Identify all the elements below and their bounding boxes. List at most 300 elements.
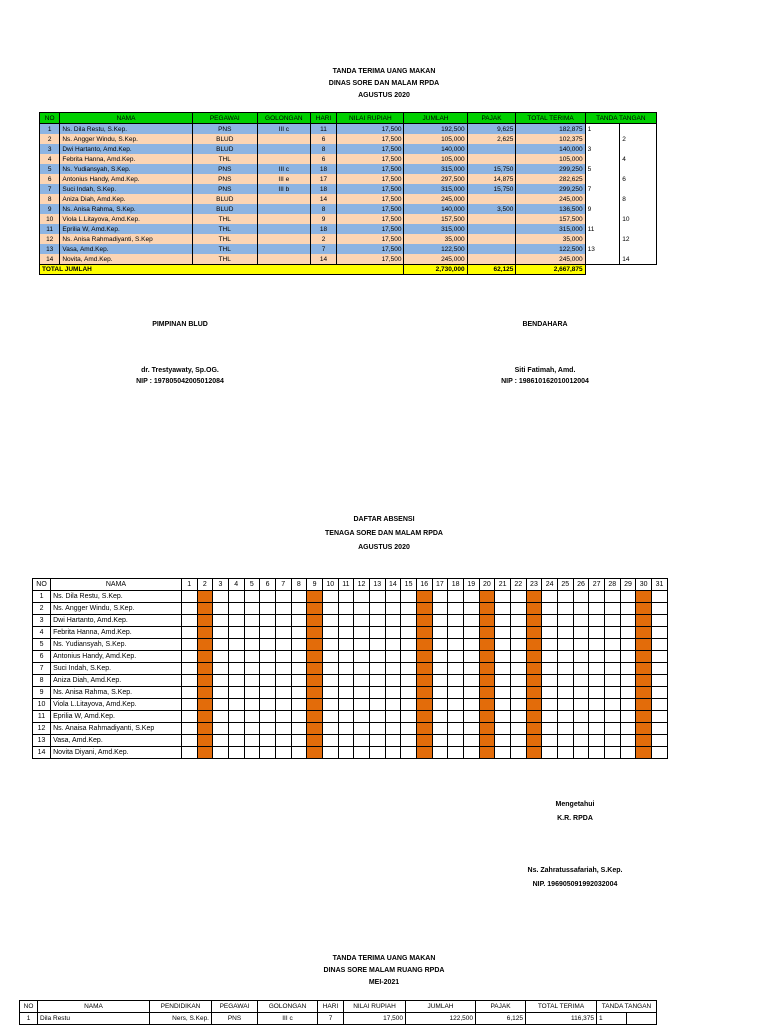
attendance-cell-day-16[interactable] — [416, 723, 432, 735]
attendance-cell-day-8[interactable] — [291, 747, 307, 759]
attendance-cell-day-31[interactable] — [651, 591, 667, 603]
attendance-cell-day-29[interactable] — [620, 747, 636, 759]
row-signature-right[interactable] — [620, 204, 657, 214]
attendance-cell-day-4[interactable] — [228, 591, 244, 603]
attendance-cell-day-9[interactable] — [307, 651, 323, 663]
attendance-cell-day-17[interactable] — [432, 627, 448, 639]
attendance-cell-day-28[interactable] — [604, 627, 620, 639]
attendance-cell-day-31[interactable] — [651, 699, 667, 711]
attendance-cell-day-23[interactable] — [526, 603, 542, 615]
attendance-cell-day-14[interactable] — [385, 603, 401, 615]
attendance-cell-day-19[interactable] — [463, 651, 479, 663]
attendance-cell-day-1[interactable] — [181, 591, 197, 603]
attendance-cell-day-24[interactable] — [542, 699, 558, 711]
attendance-cell-day-3[interactable] — [213, 735, 229, 747]
attendance-cell-day-1[interactable] — [181, 615, 197, 627]
attendance-cell-day-26[interactable] — [573, 735, 589, 747]
attendance-cell-day-19[interactable] — [463, 663, 479, 675]
attendance-cell-day-14[interactable] — [385, 651, 401, 663]
attendance-cell-day-20[interactable] — [479, 627, 495, 639]
attendance-cell-day-3[interactable] — [213, 615, 229, 627]
attendance-cell-day-29[interactable] — [620, 735, 636, 747]
attendance-cell-day-25[interactable] — [557, 603, 573, 615]
attendance-cell-day-7[interactable] — [275, 711, 291, 723]
attendance-cell-day-3[interactable] — [213, 711, 229, 723]
attendance-cell-day-10[interactable] — [322, 699, 338, 711]
attendance-cell-day-13[interactable] — [369, 723, 385, 735]
attendance-cell-day-8[interactable] — [291, 615, 307, 627]
attendance-cell-day-18[interactable] — [448, 651, 464, 663]
attendance-cell-day-23[interactable] — [526, 747, 542, 759]
attendance-cell-day-3[interactable] — [213, 675, 229, 687]
attendance-cell-day-29[interactable] — [620, 687, 636, 699]
attendance-cell-day-14[interactable] — [385, 639, 401, 651]
attendance-cell-day-7[interactable] — [275, 603, 291, 615]
attendance-cell-day-9[interactable] — [307, 603, 323, 615]
attendance-cell-day-3[interactable] — [213, 603, 229, 615]
attendance-cell-day-4[interactable] — [228, 639, 244, 651]
attendance-cell-day-7[interactable] — [275, 687, 291, 699]
attendance-cell-day-16[interactable] — [416, 711, 432, 723]
attendance-cell-day-29[interactable] — [620, 663, 636, 675]
attendance-cell-day-19[interactable] — [463, 735, 479, 747]
attendance-cell-day-5[interactable] — [244, 651, 260, 663]
row-signature-left[interactable]: 7 — [585, 184, 620, 194]
attendance-cell-day-9[interactable] — [307, 735, 323, 747]
attendance-cell-day-21[interactable] — [495, 723, 511, 735]
attendance-cell-day-8[interactable] — [291, 735, 307, 747]
attendance-cell-day-22[interactable] — [510, 627, 526, 639]
attendance-cell-day-13[interactable] — [369, 615, 385, 627]
attendance-cell-day-21[interactable] — [495, 747, 511, 759]
attendance-cell-day-5[interactable] — [244, 747, 260, 759]
attendance-cell-day-18[interactable] — [448, 723, 464, 735]
attendance-cell-day-27[interactable] — [589, 711, 605, 723]
attendance-cell-day-5[interactable] — [244, 711, 260, 723]
attendance-cell-day-15[interactable] — [401, 651, 417, 663]
attendance-cell-day-24[interactable] — [542, 687, 558, 699]
attendance-cell-day-9[interactable] — [307, 639, 323, 651]
attendance-cell-day-19[interactable] — [463, 615, 479, 627]
attendance-cell-day-8[interactable] — [291, 675, 307, 687]
attendance-cell-day-28[interactable] — [604, 699, 620, 711]
attendance-cell-day-22[interactable] — [510, 723, 526, 735]
attendance-cell-day-12[interactable] — [354, 663, 370, 675]
attendance-cell-day-11[interactable] — [338, 723, 354, 735]
attendance-cell-day-24[interactable] — [542, 639, 558, 651]
attendance-cell-day-10[interactable] — [322, 711, 338, 723]
attendance-cell-day-21[interactable] — [495, 591, 511, 603]
attendance-cell-day-14[interactable] — [385, 723, 401, 735]
attendance-cell-day-21[interactable] — [495, 615, 511, 627]
attendance-cell-day-6[interactable] — [260, 627, 276, 639]
attendance-cell-day-14[interactable] — [385, 675, 401, 687]
attendance-cell-day-28[interactable] — [604, 651, 620, 663]
attendance-cell-day-30[interactable] — [636, 723, 652, 735]
row-signature-right[interactable]: 10 — [620, 214, 657, 224]
attendance-cell-day-20[interactable] — [479, 675, 495, 687]
attendance-cell-day-3[interactable] — [213, 639, 229, 651]
attendance-cell-day-12[interactable] — [354, 627, 370, 639]
row-signature-left[interactable]: 3 — [585, 144, 620, 154]
attendance-cell-day-12[interactable] — [354, 591, 370, 603]
attendance-cell-day-28[interactable] — [604, 747, 620, 759]
attendance-cell-day-23[interactable] — [526, 711, 542, 723]
attendance-cell-day-20[interactable] — [479, 687, 495, 699]
attendance-cell-day-28[interactable] — [604, 735, 620, 747]
attendance-cell-day-9[interactable] — [307, 591, 323, 603]
attendance-cell-day-25[interactable] — [557, 591, 573, 603]
attendance-cell-day-8[interactable] — [291, 603, 307, 615]
attendance-cell-day-12[interactable] — [354, 711, 370, 723]
row-signature-left[interactable] — [585, 154, 620, 164]
attendance-cell-day-26[interactable] — [573, 663, 589, 675]
attendance-cell-day-29[interactable] — [620, 723, 636, 735]
attendance-cell-day-1[interactable] — [181, 747, 197, 759]
attendance-cell-day-6[interactable] — [260, 675, 276, 687]
attendance-cell-day-29[interactable] — [620, 591, 636, 603]
attendance-cell-day-12[interactable] — [354, 675, 370, 687]
attendance-cell-day-22[interactable] — [510, 675, 526, 687]
attendance-cell-day-6[interactable] — [260, 711, 276, 723]
attendance-cell-day-21[interactable] — [495, 711, 511, 723]
attendance-cell-day-17[interactable] — [432, 723, 448, 735]
attendance-cell-day-22[interactable] — [510, 651, 526, 663]
attendance-cell-day-26[interactable] — [573, 699, 589, 711]
attendance-cell-day-14[interactable] — [385, 615, 401, 627]
attendance-cell-day-26[interactable] — [573, 627, 589, 639]
attendance-cell-day-19[interactable] — [463, 675, 479, 687]
attendance-cell-day-17[interactable] — [432, 639, 448, 651]
attendance-cell-day-10[interactable] — [322, 735, 338, 747]
row-signature-right[interactable] — [620, 224, 657, 234]
attendance-cell-day-3[interactable] — [213, 651, 229, 663]
row-signature-left[interactable]: 5 — [585, 164, 620, 174]
attendance-cell-day-23[interactable] — [526, 651, 542, 663]
attendance-cell-day-3[interactable] — [213, 663, 229, 675]
row-signature-right[interactable] — [627, 1013, 657, 1025]
attendance-cell-day-12[interactable] — [354, 747, 370, 759]
attendance-cell-day-31[interactable] — [651, 639, 667, 651]
attendance-cell-day-2[interactable] — [197, 711, 213, 723]
attendance-cell-day-23[interactable] — [526, 615, 542, 627]
attendance-cell-day-25[interactable] — [557, 639, 573, 651]
attendance-cell-day-4[interactable] — [228, 675, 244, 687]
attendance-cell-day-19[interactable] — [463, 639, 479, 651]
attendance-cell-day-17[interactable] — [432, 663, 448, 675]
attendance-cell-day-4[interactable] — [228, 699, 244, 711]
attendance-cell-day-17[interactable] — [432, 711, 448, 723]
attendance-cell-day-29[interactable] — [620, 639, 636, 651]
attendance-cell-day-5[interactable] — [244, 699, 260, 711]
attendance-cell-day-2[interactable] — [197, 651, 213, 663]
attendance-cell-day-24[interactable] — [542, 603, 558, 615]
attendance-cell-day-7[interactable] — [275, 663, 291, 675]
attendance-cell-day-18[interactable] — [448, 747, 464, 759]
attendance-cell-day-10[interactable] — [322, 615, 338, 627]
attendance-cell-day-30[interactable] — [636, 699, 652, 711]
attendance-cell-day-28[interactable] — [604, 687, 620, 699]
attendance-cell-day-29[interactable] — [620, 675, 636, 687]
attendance-cell-day-1[interactable] — [181, 735, 197, 747]
attendance-cell-day-16[interactable] — [416, 591, 432, 603]
attendance-cell-day-12[interactable] — [354, 687, 370, 699]
attendance-cell-day-11[interactable] — [338, 591, 354, 603]
attendance-cell-day-21[interactable] — [495, 639, 511, 651]
attendance-cell-day-18[interactable] — [448, 711, 464, 723]
row-signature-left[interactable] — [585, 174, 620, 184]
attendance-cell-day-16[interactable] — [416, 735, 432, 747]
attendance-cell-day-3[interactable] — [213, 687, 229, 699]
attendance-cell-day-9[interactable] — [307, 723, 323, 735]
attendance-cell-day-6[interactable] — [260, 615, 276, 627]
attendance-cell-day-11[interactable] — [338, 663, 354, 675]
row-signature-left[interactable] — [585, 134, 620, 144]
attendance-cell-day-12[interactable] — [354, 735, 370, 747]
attendance-cell-day-5[interactable] — [244, 663, 260, 675]
attendance-cell-day-31[interactable] — [651, 663, 667, 675]
row-signature-left[interactable]: 11 — [585, 224, 620, 234]
row-signature-right[interactable]: 8 — [620, 194, 657, 204]
attendance-cell-day-16[interactable] — [416, 747, 432, 759]
attendance-cell-day-2[interactable] — [197, 615, 213, 627]
attendance-cell-day-15[interactable] — [401, 603, 417, 615]
attendance-cell-day-21[interactable] — [495, 663, 511, 675]
attendance-cell-day-29[interactable] — [620, 627, 636, 639]
attendance-cell-day-2[interactable] — [197, 699, 213, 711]
attendance-cell-day-30[interactable] — [636, 735, 652, 747]
attendance-cell-day-9[interactable] — [307, 747, 323, 759]
attendance-cell-day-13[interactable] — [369, 663, 385, 675]
attendance-cell-day-26[interactable] — [573, 591, 589, 603]
attendance-cell-day-1[interactable] — [181, 651, 197, 663]
attendance-cell-day-23[interactable] — [526, 723, 542, 735]
attendance-cell-day-25[interactable] — [557, 627, 573, 639]
attendance-cell-day-4[interactable] — [228, 735, 244, 747]
attendance-cell-day-17[interactable] — [432, 747, 448, 759]
attendance-cell-day-18[interactable] — [448, 699, 464, 711]
attendance-cell-day-11[interactable] — [338, 699, 354, 711]
row-signature-left[interactable]: 1 — [585, 124, 620, 135]
attendance-cell-day-4[interactable] — [228, 603, 244, 615]
attendance-cell-day-16[interactable] — [416, 651, 432, 663]
attendance-cell-day-19[interactable] — [463, 747, 479, 759]
attendance-cell-day-23[interactable] — [526, 675, 542, 687]
attendance-cell-day-25[interactable] — [557, 675, 573, 687]
attendance-cell-day-10[interactable] — [322, 639, 338, 651]
attendance-cell-day-26[interactable] — [573, 651, 589, 663]
attendance-cell-day-2[interactable] — [197, 639, 213, 651]
attendance-cell-day-11[interactable] — [338, 747, 354, 759]
attendance-cell-day-20[interactable] — [479, 699, 495, 711]
attendance-cell-day-30[interactable] — [636, 615, 652, 627]
attendance-cell-day-29[interactable] — [620, 615, 636, 627]
attendance-cell-day-22[interactable] — [510, 663, 526, 675]
row-signature-right[interactable]: 4 — [620, 154, 657, 164]
attendance-cell-day-18[interactable] — [448, 735, 464, 747]
attendance-cell-day-19[interactable] — [463, 603, 479, 615]
attendance-cell-day-22[interactable] — [510, 747, 526, 759]
attendance-cell-day-27[interactable] — [589, 687, 605, 699]
attendance-cell-day-1[interactable] — [181, 711, 197, 723]
attendance-cell-day-24[interactable] — [542, 735, 558, 747]
attendance-cell-day-4[interactable] — [228, 747, 244, 759]
attendance-cell-day-22[interactable] — [510, 603, 526, 615]
attendance-cell-day-26[interactable] — [573, 747, 589, 759]
attendance-cell-day-1[interactable] — [181, 723, 197, 735]
attendance-cell-day-5[interactable] — [244, 603, 260, 615]
row-signature-left[interactable]: 13 — [585, 244, 620, 254]
attendance-cell-day-19[interactable] — [463, 723, 479, 735]
attendance-cell-day-13[interactable] — [369, 651, 385, 663]
attendance-cell-day-26[interactable] — [573, 723, 589, 735]
attendance-cell-day-2[interactable] — [197, 675, 213, 687]
attendance-cell-day-17[interactable] — [432, 699, 448, 711]
attendance-cell-day-30[interactable] — [636, 651, 652, 663]
row-signature-right[interactable]: 2 — [620, 134, 657, 144]
attendance-cell-day-8[interactable] — [291, 591, 307, 603]
attendance-cell-day-1[interactable] — [181, 663, 197, 675]
attendance-cell-day-2[interactable] — [197, 747, 213, 759]
attendance-cell-day-7[interactable] — [275, 747, 291, 759]
attendance-cell-day-13[interactable] — [369, 639, 385, 651]
attendance-cell-day-15[interactable] — [401, 591, 417, 603]
attendance-cell-day-18[interactable] — [448, 675, 464, 687]
attendance-cell-day-17[interactable] — [432, 615, 448, 627]
attendance-cell-day-14[interactable] — [385, 591, 401, 603]
attendance-cell-day-5[interactable] — [244, 723, 260, 735]
attendance-cell-day-3[interactable] — [213, 591, 229, 603]
attendance-cell-day-13[interactable] — [369, 591, 385, 603]
attendance-cell-day-22[interactable] — [510, 615, 526, 627]
attendance-cell-day-4[interactable] — [228, 627, 244, 639]
attendance-cell-day-21[interactable] — [495, 675, 511, 687]
attendance-cell-day-19[interactable] — [463, 687, 479, 699]
attendance-cell-day-25[interactable] — [557, 735, 573, 747]
attendance-cell-day-28[interactable] — [604, 711, 620, 723]
attendance-cell-day-23[interactable] — [526, 735, 542, 747]
attendance-cell-day-2[interactable] — [197, 735, 213, 747]
attendance-cell-day-31[interactable] — [651, 627, 667, 639]
attendance-cell-day-18[interactable] — [448, 591, 464, 603]
attendance-cell-day-23[interactable] — [526, 639, 542, 651]
attendance-cell-day-8[interactable] — [291, 639, 307, 651]
attendance-cell-day-30[interactable] — [636, 687, 652, 699]
attendance-cell-day-25[interactable] — [557, 687, 573, 699]
attendance-cell-day-5[interactable] — [244, 735, 260, 747]
attendance-cell-day-4[interactable] — [228, 651, 244, 663]
attendance-cell-day-30[interactable] — [636, 675, 652, 687]
attendance-cell-day-5[interactable] — [244, 615, 260, 627]
attendance-cell-day-27[interactable] — [589, 639, 605, 651]
attendance-cell-day-9[interactable] — [307, 615, 323, 627]
attendance-cell-day-13[interactable] — [369, 687, 385, 699]
attendance-cell-day-18[interactable] — [448, 663, 464, 675]
row-signature-left[interactable]: 1 — [597, 1013, 627, 1025]
attendance-cell-day-30[interactable] — [636, 591, 652, 603]
attendance-cell-day-17[interactable] — [432, 675, 448, 687]
attendance-cell-day-6[interactable] — [260, 723, 276, 735]
attendance-cell-day-12[interactable] — [354, 699, 370, 711]
attendance-cell-day-31[interactable] — [651, 675, 667, 687]
attendance-cell-day-11[interactable] — [338, 687, 354, 699]
attendance-cell-day-17[interactable] — [432, 591, 448, 603]
attendance-cell-day-23[interactable] — [526, 663, 542, 675]
attendance-cell-day-3[interactable] — [213, 723, 229, 735]
attendance-cell-day-19[interactable] — [463, 711, 479, 723]
attendance-cell-day-8[interactable] — [291, 723, 307, 735]
attendance-cell-day-20[interactable] — [479, 615, 495, 627]
attendance-cell-day-28[interactable] — [604, 675, 620, 687]
attendance-cell-day-11[interactable] — [338, 603, 354, 615]
attendance-cell-day-27[interactable] — [589, 651, 605, 663]
attendance-cell-day-29[interactable] — [620, 651, 636, 663]
attendance-cell-day-4[interactable] — [228, 687, 244, 699]
attendance-cell-day-15[interactable] — [401, 723, 417, 735]
attendance-cell-day-7[interactable] — [275, 615, 291, 627]
attendance-cell-day-19[interactable] — [463, 627, 479, 639]
attendance-cell-day-6[interactable] — [260, 687, 276, 699]
attendance-cell-day-1[interactable] — [181, 687, 197, 699]
attendance-cell-day-9[interactable] — [307, 675, 323, 687]
row-signature-right[interactable]: 6 — [620, 174, 657, 184]
attendance-cell-day-2[interactable] — [197, 627, 213, 639]
attendance-cell-day-12[interactable] — [354, 651, 370, 663]
attendance-cell-day-31[interactable] — [651, 687, 667, 699]
attendance-cell-day-15[interactable] — [401, 615, 417, 627]
attendance-cell-day-25[interactable] — [557, 651, 573, 663]
attendance-cell-day-10[interactable] — [322, 603, 338, 615]
row-signature-right[interactable] — [620, 124, 657, 135]
attendance-cell-day-10[interactable] — [322, 591, 338, 603]
attendance-cell-day-8[interactable] — [291, 699, 307, 711]
attendance-cell-day-13[interactable] — [369, 747, 385, 759]
attendance-cell-day-22[interactable] — [510, 591, 526, 603]
row-signature-right[interactable] — [620, 164, 657, 174]
attendance-cell-day-28[interactable] — [604, 639, 620, 651]
attendance-cell-day-24[interactable] — [542, 591, 558, 603]
attendance-cell-day-30[interactable] — [636, 603, 652, 615]
attendance-cell-day-20[interactable] — [479, 747, 495, 759]
attendance-cell-day-7[interactable] — [275, 675, 291, 687]
attendance-cell-day-23[interactable] — [526, 687, 542, 699]
attendance-cell-day-7[interactable] — [275, 591, 291, 603]
attendance-cell-day-9[interactable] — [307, 687, 323, 699]
attendance-cell-day-11[interactable] — [338, 639, 354, 651]
attendance-cell-day-29[interactable] — [620, 711, 636, 723]
attendance-cell-day-14[interactable] — [385, 627, 401, 639]
attendance-cell-day-18[interactable] — [448, 603, 464, 615]
attendance-cell-day-20[interactable] — [479, 603, 495, 615]
attendance-cell-day-2[interactable] — [197, 723, 213, 735]
attendance-cell-day-31[interactable] — [651, 747, 667, 759]
attendance-cell-day-14[interactable] — [385, 711, 401, 723]
attendance-cell-day-29[interactable] — [620, 603, 636, 615]
attendance-cell-day-15[interactable] — [401, 747, 417, 759]
attendance-cell-day-26[interactable] — [573, 615, 589, 627]
attendance-cell-day-14[interactable] — [385, 735, 401, 747]
attendance-cell-day-10[interactable] — [322, 627, 338, 639]
row-signature-right[interactable] — [620, 244, 657, 254]
attendance-cell-day-6[interactable] — [260, 651, 276, 663]
attendance-cell-day-27[interactable] — [589, 675, 605, 687]
attendance-cell-day-10[interactable] — [322, 723, 338, 735]
attendance-cell-day-21[interactable] — [495, 627, 511, 639]
attendance-cell-day-19[interactable] — [463, 699, 479, 711]
attendance-cell-day-20[interactable] — [479, 591, 495, 603]
attendance-cell-day-15[interactable] — [401, 699, 417, 711]
attendance-cell-day-16[interactable] — [416, 699, 432, 711]
